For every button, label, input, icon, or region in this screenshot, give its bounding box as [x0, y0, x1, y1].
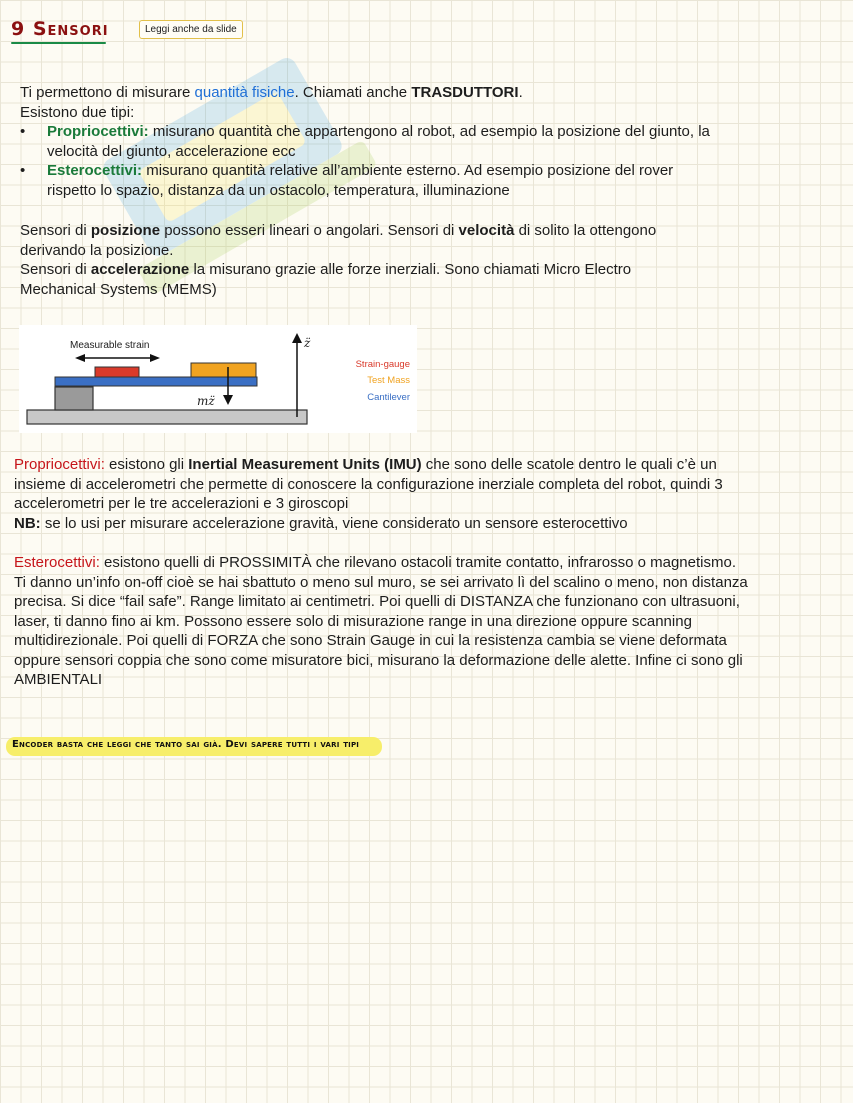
intro-line: Ti permettono di misurare quantità fisiche. Chiamati anche TRASDUTTORI. [20, 84, 523, 101]
list-item: • Propriocettivi: misurano quantità che appartengono al robot, ad esempio la posizione del giunto, la velocità del giunto, accelerazione ecc [20, 123, 710, 160]
title-underline [11, 42, 106, 44]
intro-block [20, 83, 710, 200]
mems-diagram [19, 325, 417, 433]
estero-paragraph: Esterocettivi: esistono quelli di PROSSIMITÀ che rilevano ostacoli tramite contatto, infrarosso o magnetismo. Ti danno un’info on-off cioè se hai sbattuto o meno sul muro, se sei arrivato lì del scalino o meno, non distanza precisa. Si dice “fail safe”. Range limitato ai centimetri. Poi quelli di DISTANZA che funzionano con ultrasuoni, laser, ti danno fino ai km. Possono essere solo di misurazione range in una direzione oppure scanning multidirezionale. Poi quelli di FORZA che sono Strain Gauge in cui la resistenza cambia se viene deformata oppure sensori coppia che sono come misuratore bici, misurano la deformazione delle alette. Infine ci sono gli AMBIENTALI [14, 554, 748, 688]
intro-types-line: Esistono due tipi: [20, 103, 135, 121]
page-title: 9 Sensori [11, 18, 109, 40]
support-block [55, 387, 93, 410]
force-label: mz̈ [197, 394, 215, 408]
proprio-paragraph [14, 455, 749, 533]
measurable-strain-label: Measurable strain [70, 340, 150, 351]
z-axis-label: z̈ [304, 336, 311, 350]
strain-arrow-right-head [150, 354, 160, 362]
imu-text: Propriocettivi: esistono gli Inertial Measurement Units (IMU) che sono delle scatole dentro le quali c’è un insieme di accelerometri che permette di conoscere la configurazione inerziale completa del robot, quindi 3 accelerometri per le tre accelerazioni e 3 giroscopi [14, 456, 723, 512]
position-velocity-text: Sensori di posizione possono esseri lineari o angolari. Sensori di velocità di solito la ottengono derivando la posizione. [20, 222, 657, 259]
mems-diagram-svg [19, 325, 417, 433]
acceleration-text: Sensori di accelerazione la misurano grazie alle forze inerziali. Sono chiamati Micro Electro Mechanical Systems (MEMS) [20, 261, 632, 298]
strain-gauge [95, 367, 139, 377]
strain-arrow-left-head [75, 354, 85, 362]
encoder-note: Encoder basta che leggi che tanto sai già. Devi sapere tutti i vari tipi [12, 739, 360, 750]
force-arrow-head [223, 395, 233, 405]
legend-strain-gauge: Strain-gauge [355, 359, 410, 370]
slide-note-badge: Leggi anche da slide [139, 20, 243, 39]
base-plate [27, 410, 307, 424]
cantilever-beam [55, 377, 257, 386]
legend-test-mass: Test Mass [367, 375, 410, 386]
list-item: • Esterocettivi: misurano quantità relative all’ambiente esterno. Ad esempio posizione del rover rispetto lo spazio, distanza da un ostacolo, temperatura, illuminazione [20, 162, 674, 199]
z-axis-arrow-head [292, 333, 302, 343]
legend-cantilever: Cantilever [367, 392, 410, 403]
nb-text: NB: se lo usi per misurare accelerazione gravità, viene considerato un sensore esterocettivo [14, 514, 628, 532]
test-mass [191, 363, 256, 377]
sensors-paragraph [20, 221, 660, 299]
